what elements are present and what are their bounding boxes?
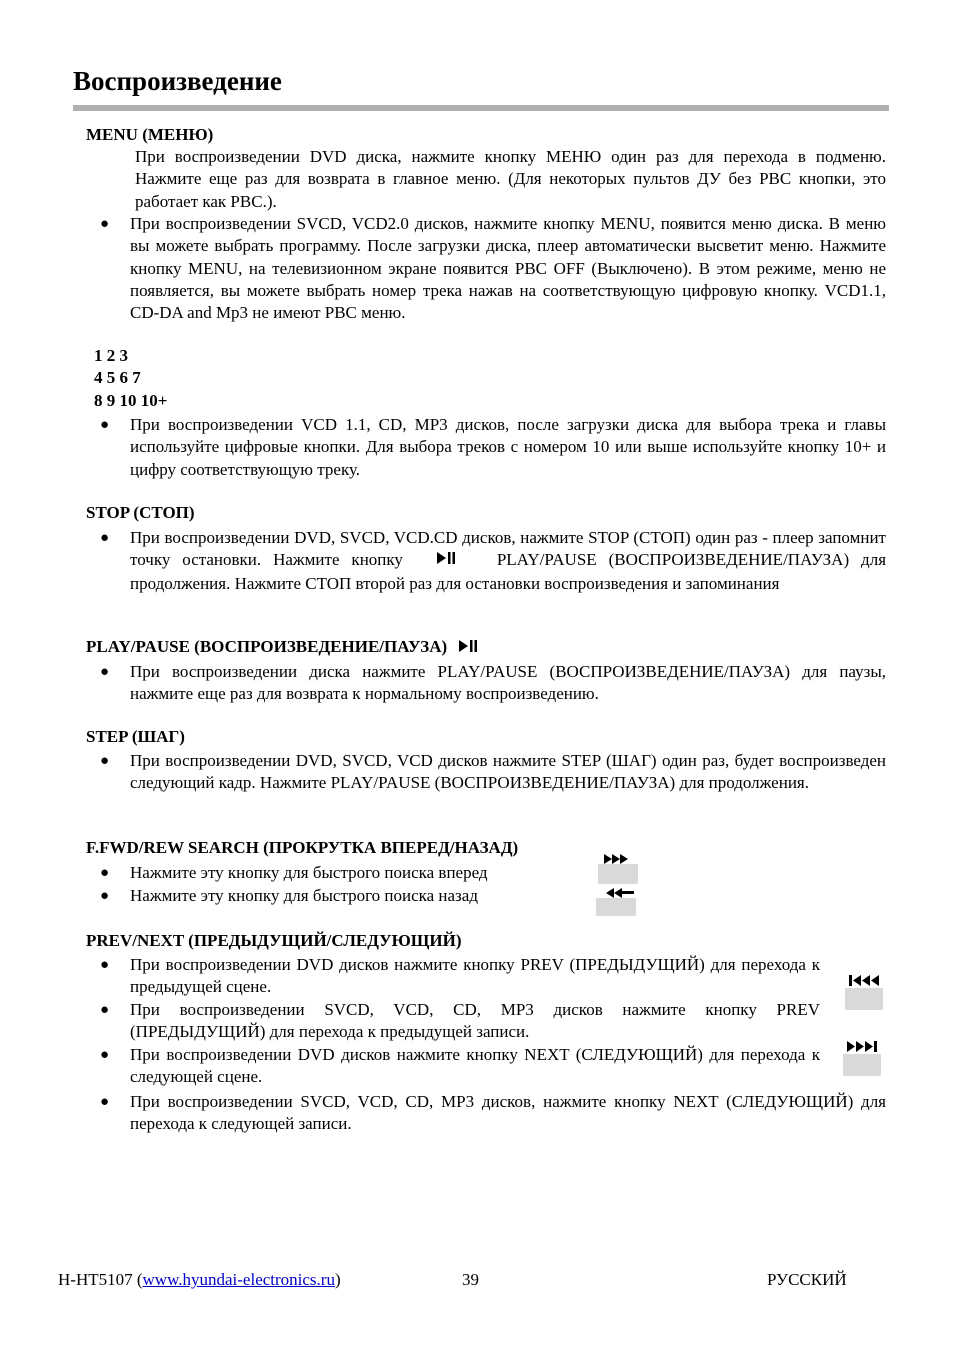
bullet: ● xyxy=(100,1094,110,1110)
footer-language: РУССКИЙ xyxy=(767,1270,847,1289)
search-bullet-1: Нажмите эту кнопку для быстрого поиска вперед xyxy=(130,863,488,882)
title-divider xyxy=(73,105,889,111)
menu-intro: При воспроизведении DVD диска, нажмите кнопку МЕНЮ один раз для перехода в подменю. Нажмите еще раз для возврата в главное меню. (Для некоторых пультов ДУ без PBC кнопки, это работает как PBC.). xyxy=(135,147,886,211)
prevnext-heading: PREV/NEXT (ПРЕДЫДУЩИЙ/СЛЕДУЮЩИЙ) xyxy=(86,931,462,950)
footer-model-text: H-HT5107 ( xyxy=(58,1270,143,1289)
numbers-row-3: 8 9 10 10+ xyxy=(94,391,168,410)
menu-bullet-1: При воспроизведении SVCD, VCD2.0 дисков, нажмите кнопку MENU, появится меню диска. В меню вы можете выбрать программу. После загрузки диска, плеер автоматически высветит меню. Нажмите кнопку MENU, на телевизионном экране появится PBC OFF (Выключено). В этом режиме, меню не появляется, вы можете выбрать номер трека нажав на соответствующую цифровую кнопку. VCD1.1, CD-DA and Mp3 не имеют PBC меню. xyxy=(130,214,886,323)
playpause-heading xyxy=(86,637,479,659)
footer-website-link[interactable]: www.hyundai-electronics.ru xyxy=(142,1270,335,1289)
next-track-icon xyxy=(843,1038,881,1076)
stop-bullet-1-text-a: При воспроизведении DVD, SVCD, VCD.CD дисков, нажмите STOP (СТОП) один раз - плеер запомнит точку остановки. Нажмите кнопку xyxy=(130,528,886,570)
bullet: ● xyxy=(100,530,110,546)
stop-bullet-1 xyxy=(130,527,886,595)
bullet: ● xyxy=(100,1002,110,1018)
bullet: ● xyxy=(100,1047,110,1063)
prevnext-bullet-4: При воспроизведении SVCD, VCD, CD, MP3 дисков, нажмите кнопку NEXT (СЛЕДУЮЩИЙ) для перехода к следующей записи. xyxy=(130,1092,886,1134)
bullet: ● xyxy=(100,216,110,232)
page-title: Воспроизведение xyxy=(73,66,282,96)
bullet: ● xyxy=(100,888,110,904)
page-number: 39 xyxy=(462,1270,479,1289)
playpause-bullet-1: При воспроизведении диска нажмите PLAY/PAUSE (ВОСПРОИЗВЕДЕНИЕ/ПАУЗА) для паузы, нажмите еще раз для возврата к нормальному воспроизведению. xyxy=(130,662,886,704)
menu-heading: MENU (МЕНЮ) xyxy=(86,125,214,144)
bullet: ● xyxy=(100,664,110,680)
step-bullet-1: При воспроизведении DVD, SVCD, VCD дисков нажмите STEP (ШАГ) один раз, будет воспроизведен следующий кадр. Нажмите PLAY/PAUSE (ВОСПРОИЗВЕДЕНИЕ/ПАУЗА) для продолжения. xyxy=(130,751,886,793)
numbers-row-2: 4 5 6 7 xyxy=(94,368,141,387)
bullet: ● xyxy=(100,865,110,881)
prevnext-bullet-3: При воспроизведении DVD дисков нажмите кнопку NEXT (СЛЕДУЮЩИЙ) для перехода к следующей сцене. xyxy=(130,1045,820,1087)
footer-model xyxy=(58,1270,341,1290)
prevnext-bullet-1: При воспроизведении DVD дисков нажмите кнопку PREV (ПРЕДЫДУЩИЙ) для перехода к предыдущей сцене. xyxy=(130,955,820,997)
fast-forward-icon xyxy=(598,852,638,884)
prevnext-bullet-2: При воспроизведении SVCD, VCD, CD, MP3 дисков нажмите кнопку PREV (ПРЕДЫДУЩИЙ) для перехода к предыдущей записи. xyxy=(130,1000,820,1042)
prev-track-icon xyxy=(845,972,883,1010)
playpause-heading-text: PLAY/PAUSE (ВОСПРОИЗВЕДЕНИЕ/ПАУЗА) xyxy=(86,637,448,656)
bullet: ● xyxy=(100,753,110,769)
search-bullet-2: Нажмите эту кнопку для быстрого поиска назад xyxy=(130,886,478,905)
stop-bullet-1-text-b: PLAY/PAUSE (ВОСПРОИЗВЕДЕНИЕ/ПАУЗА) для продолжения. Нажмите СТОП второй раз для остановки воспроизведения и запоминания xyxy=(130,550,887,593)
bullet: ● xyxy=(100,417,110,433)
rewind-icon xyxy=(596,886,636,916)
play-pause-icon xyxy=(435,550,457,572)
bullet: ● xyxy=(100,957,110,973)
footer-model-close: ) xyxy=(334,1270,341,1289)
numbers-bullet-1: При воспроизведении VCD 1.1, CD, MP3 дисков, после загрузки диска для выбора трека и главы используйте цифровые кнопки. Для выбора треков с номером 10 или выше используйте кнопку 10+ и цифру соответствующую треку. xyxy=(130,415,886,479)
numbers-row-1: 1 2 3 xyxy=(94,346,128,365)
step-heading: STEP (ШАГ) xyxy=(86,727,185,746)
stop-heading: STOP (СТОП) xyxy=(86,503,195,522)
play-pause-icon xyxy=(457,638,479,659)
search-heading: F.FWD/REW SEARCH (ПРОКРУТКА ВПЕРЕД/НАЗАД) xyxy=(86,838,519,857)
